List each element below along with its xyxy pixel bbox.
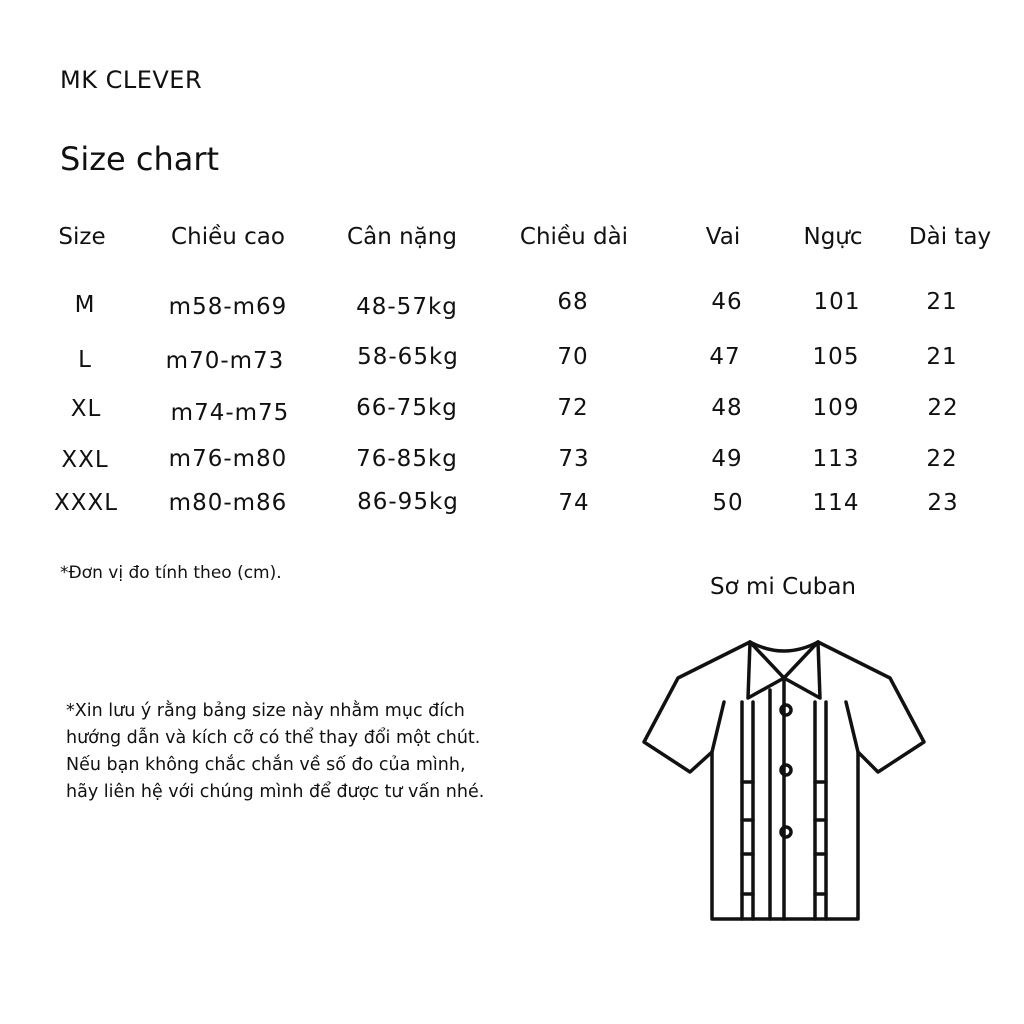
- header-size: Size: [58, 224, 106, 250]
- cell-size: L: [78, 347, 92, 373]
- cell-height: m74-m75: [170, 400, 290, 426]
- disclaimer-line: Nếu bạn không chắc chắn về số đo của mình,: [66, 755, 466, 775]
- unit-note: *Đơn vị đo tính theo (cm).: [60, 563, 282, 583]
- cell-length: 70: [557, 344, 589, 370]
- cell-height: m76-m80: [168, 446, 288, 472]
- cell-weight: 58-65kg: [357, 344, 459, 370]
- cell-size: XXL: [61, 447, 109, 473]
- cell-chest: 101: [813, 289, 861, 315]
- cell-chest: 105: [812, 344, 860, 370]
- disclaimer-line: *Xin lưu ý rằng bảng size này nhằm mục đích: [66, 701, 465, 721]
- header-length: Chiều dài: [519, 224, 629, 250]
- cell-shoulder: 46: [711, 289, 743, 315]
- cell-size: M: [74, 292, 96, 318]
- header-weight: Cân nặng: [347, 224, 457, 250]
- cell-chest: 114: [812, 490, 860, 516]
- disclaimer-line: hãy liên hệ với chúng mình để được tư vấn nhé.: [66, 782, 485, 802]
- cell-height: m80-m86: [168, 490, 288, 516]
- header-shoulder: Vai: [705, 224, 741, 250]
- cell-chest: 109: [812, 395, 860, 421]
- cell-height: m58-m69: [168, 294, 288, 320]
- cell-size: XL: [70, 396, 102, 422]
- page-title: Size chart: [60, 140, 220, 178]
- disclaimer-line: hướng dẫn và kích cỡ có thể thay đổi một chút.: [66, 728, 481, 748]
- cell-length: 72: [557, 395, 589, 421]
- disclaimer-note: [66, 698, 526, 806]
- cell-weight: 48-57kg: [356, 294, 458, 320]
- cell-shoulder: 50: [712, 490, 744, 516]
- cell-sleeve: 21: [926, 344, 958, 370]
- cell-weight: 86-95kg: [357, 489, 459, 515]
- cell-sleeve: 22: [926, 446, 958, 472]
- cell-sleeve: 21: [926, 289, 958, 315]
- cell-size: XXXL: [53, 490, 119, 516]
- cell-length: 73: [558, 446, 590, 472]
- header-sleeve: Dài tay: [908, 224, 992, 250]
- cell-shoulder: 47: [709, 344, 741, 370]
- cell-shoulder: 48: [711, 395, 743, 421]
- cell-weight: 76-85kg: [356, 446, 458, 472]
- cell-sleeve: 22: [927, 395, 959, 421]
- cell-sleeve: 23: [927, 490, 959, 516]
- cuban-shirt-icon: [638, 632, 930, 924]
- header-chest: Ngực: [803, 224, 863, 250]
- shirt-label: Sơ mi Cuban: [710, 574, 856, 600]
- brand-name: MK CLEVER: [60, 66, 203, 94]
- cell-shoulder: 49: [711, 446, 743, 472]
- cell-length: 74: [558, 490, 590, 516]
- cell-length: 68: [557, 289, 589, 315]
- cell-height: m70-m73: [165, 348, 285, 374]
- cell-chest: 113: [812, 446, 860, 472]
- header-height: Chiều cao: [171, 224, 285, 250]
- cell-weight: 66-75kg: [356, 395, 458, 421]
